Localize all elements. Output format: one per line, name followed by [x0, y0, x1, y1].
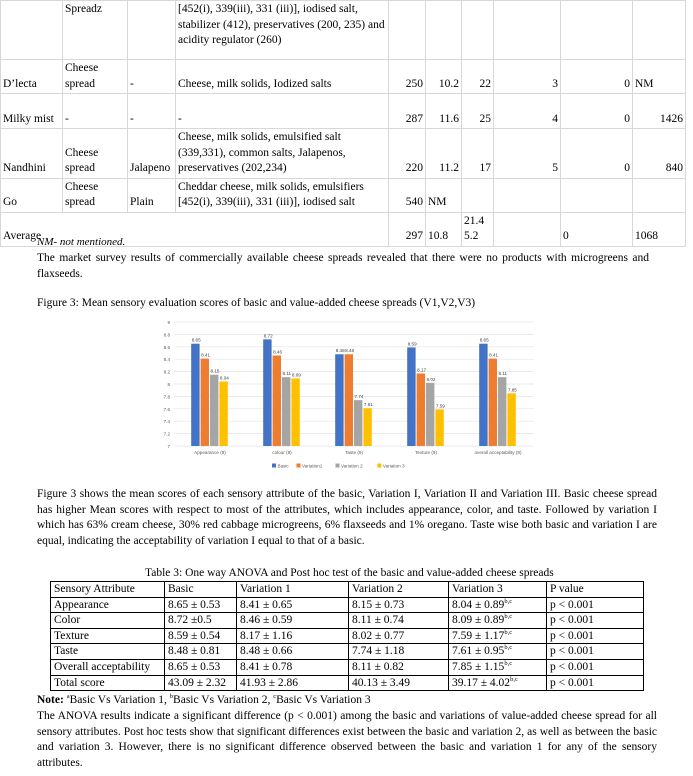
sugar-cell: 0 — [561, 94, 633, 129]
carb-cell: 5 — [494, 129, 561, 179]
data-label: 8.46 — [273, 349, 283, 355]
v3-cell — [449, 597, 547, 613]
data-label: 8.48 — [345, 348, 355, 354]
kcal-cell: 540 — [389, 178, 426, 212]
v3-value: 7.61 ± 0.95 — [452, 645, 505, 658]
avg-fat: 10.8 — [426, 212, 462, 246]
p-cell: p < 0.001 — [547, 628, 644, 644]
attr-cell: Texture — [51, 628, 165, 644]
bar — [210, 375, 218, 446]
data-label: 8.41 — [201, 352, 211, 358]
x-tick-label: overall acceptability (9) — [474, 450, 522, 455]
p-cell: p < 0.001 — [547, 644, 644, 660]
carb-cell — [494, 178, 561, 212]
note-b-sup: b — [169, 693, 174, 701]
p-cell: p < 0.001 — [547, 675, 644, 691]
ingredients-cell: [452(i), 339(iii), 331 (iii)], iodised salt, stabilizer (412), preservatives (200, 235) and acidity regulator (260) — [176, 1, 389, 60]
protein-cell — [462, 178, 494, 212]
table-row — [1, 178, 686, 212]
table-row — [51, 644, 644, 660]
v3-value: 39.17 ± 4.02 — [452, 676, 511, 689]
bar-chart — [154, 318, 538, 476]
bar — [407, 347, 415, 446]
legend-swatch — [336, 464, 340, 468]
flavour-cell: - — [128, 60, 176, 94]
flavour-cell — [128, 1, 176, 60]
anova-table — [50, 581, 644, 691]
table-row — [51, 675, 644, 691]
ingredients-cell: - — [176, 94, 389, 129]
brand-cell — [1, 1, 63, 60]
table-row — [1, 60, 686, 94]
avg-empty — [494, 212, 561, 246]
market-survey-paragraph: The market survey results of commercially available cheese spreads revealed that there were no products with microgreens and flaxseeds. — [37, 252, 649, 280]
bar — [263, 339, 271, 446]
sugar-cell — [561, 1, 633, 60]
legend-label: Variation1 — [302, 463, 323, 469]
table-row — [1, 1, 686, 60]
v3-sup: b,c — [504, 597, 513, 605]
sugar-cell: 0 — [561, 129, 633, 179]
legend-swatch — [377, 464, 381, 468]
v1-cell: 8.46 ± 0.59 — [237, 613, 349, 629]
data-label: 7.74 — [354, 394, 364, 400]
bar — [345, 354, 353, 446]
basic-cell: 8.59 ± 0.54 — [165, 628, 237, 644]
market-survey-table — [0, 0, 686, 247]
carb-cell: 4 — [494, 94, 561, 129]
avg-sodium: 1068 — [633, 212, 686, 246]
p-cell: p < 0.001 — [547, 597, 644, 613]
brand-cell: Milky mist — [1, 94, 63, 129]
v3-sup: b,c — [504, 628, 513, 636]
header-pvalue: P value — [547, 582, 644, 598]
v3-value: 8.04 ± 0.89 — [452, 598, 505, 611]
note-c-text: Basic Vs Variation 3 — [276, 694, 371, 706]
note-b-text: Basic Vs Variation 2, — [173, 694, 271, 706]
carb-cell — [494, 1, 561, 60]
ingredients-cell: Cheese, milk solids, Iodized salts — [176, 60, 389, 94]
data-label: 8.72 — [263, 333, 273, 339]
y-tick-label: 7.8 — [163, 394, 170, 400]
data-label: 8.65 — [479, 337, 489, 343]
basic-cell: 8.65 ± 0.53 — [165, 659, 237, 675]
y-tick-label: 7.2 — [163, 431, 170, 437]
protein-cell: 17 — [462, 129, 494, 179]
brand-cell: Go — [1, 178, 63, 212]
bar — [219, 382, 227, 446]
legend-label: Variation 3 — [382, 463, 405, 469]
fat-cell — [426, 1, 462, 60]
attr-cell: Appearance — [51, 597, 165, 613]
data-label: 8.65 — [191, 337, 201, 343]
v3-cell — [449, 644, 547, 660]
ingredients-cell: Cheddar cheese, milk solids, emulsifiers [452(i), 339(iii), 331 (iii)], iodised salt — [176, 178, 389, 212]
bar — [191, 344, 199, 446]
y-tick-label: 7 — [167, 444, 170, 449]
y-tick-label: 8.8 — [163, 332, 170, 338]
sodium-cell: NM — [633, 60, 686, 94]
brand-cell: D’lecta — [1, 60, 63, 94]
bar — [273, 355, 281, 446]
attr-cell: Taste — [51, 644, 165, 660]
x-tick-label: Appearance (9) — [194, 450, 226, 455]
sodium-cell — [633, 178, 686, 212]
bar — [426, 383, 434, 446]
legend-swatch — [297, 464, 301, 468]
data-label: 7.85 — [507, 387, 517, 393]
v3-value: 7.59 ± 1.17 — [452, 629, 505, 642]
flavour-cell: - — [128, 94, 176, 129]
legend-label: Basic — [277, 463, 289, 469]
attr-cell: Overall acceptability — [51, 659, 165, 675]
data-label: 8.02 — [426, 376, 436, 382]
data-label: 8.41 — [489, 352, 499, 358]
figure3-paragraph: Figure 3 shows the mean scores of each sensory attribute of the basic, Variation I, Variation II and Variation III. Basic cheese spread has higher Mean scores with respect to most of the attributes, which includes appearance, color, and taste. Followed by variation I which has 63% cream cheese, 30% red cabbage microgreens, 6% flaxseeds and 1% oregano. Taste wise both basic and variation I are equal, indicating the acceptability of variation I equal to that of a basic. — [37, 488, 657, 547]
basic-cell: 43.09 ± 2.32 — [165, 675, 237, 691]
anova-paragraph: The ANOVA results indicate a significant difference (p < 0.001) among the basic and variations of value-added cheese spread for all sensory attributes. Post hoc tests show that significant differences exist between the basic and variation 2, as well as between the basic and variation 3. However, there is no significant difference observed between the basic and variation 1 for any of the sensory attributes. — [37, 710, 657, 769]
table-header-row — [51, 582, 644, 598]
x-tick-label: Texture (9) — [415, 450, 437, 455]
v3-cell — [449, 628, 547, 644]
nm-note: NM- not mentioned. — [37, 236, 126, 248]
fat-cell: NM — [426, 178, 462, 212]
v1-cell: 41.93 ± 2.86 — [237, 675, 349, 691]
kcal-cell: 287 — [389, 94, 426, 129]
v3-cell — [449, 675, 547, 691]
v3-cell — [449, 659, 547, 675]
v2-cell: 8.11 ± 0.74 — [349, 613, 449, 629]
kcal-cell: 250 — [389, 60, 426, 94]
x-tick-label: colour (9) — [272, 450, 292, 455]
v3-sup: b,c — [504, 613, 513, 621]
bar — [282, 377, 290, 446]
bar — [479, 344, 487, 446]
average-label: Average — [1, 212, 389, 246]
avg-sugar: 0 — [561, 212, 633, 246]
bar — [507, 393, 515, 446]
table-row — [51, 597, 644, 613]
v2-cell: 7.74 ± 1.18 — [349, 644, 449, 660]
table-row — [51, 659, 644, 675]
header-variation2: Variation 2 — [349, 582, 449, 598]
type-cell: Cheese spread — [63, 129, 128, 179]
v3-value: 7.85 ± 1.15 — [452, 660, 505, 673]
brand-cell: Nandhini — [1, 129, 63, 179]
data-label: 8.09 — [291, 372, 301, 378]
v2-cell: 8.15 ± 0.73 — [349, 597, 449, 613]
figure-caption: Figure 3: Mean sensory evaluation scores of basic and value-added cheese spreads (V1,V2,V3) — [37, 297, 476, 309]
data-label: 8.59 — [407, 341, 417, 347]
y-tick-label: 8 — [167, 382, 170, 387]
y-tick-label: 9 — [167, 320, 170, 325]
legend-swatch — [272, 464, 276, 468]
table-row — [1, 94, 686, 129]
bar — [498, 377, 506, 446]
v2-cell: 8.11 ± 0.82 — [349, 659, 449, 675]
header-attribute: Sensory Attribute — [51, 582, 165, 598]
protein-cell: 25 — [462, 94, 494, 129]
sugar-cell — [561, 178, 633, 212]
v3-cell — [449, 613, 547, 629]
v1-cell: 8.17 ± 1.16 — [237, 628, 349, 644]
avg-carb: 5.2 — [464, 230, 479, 242]
data-label: 7.59 — [435, 403, 445, 409]
sodium-cell: 1426 — [633, 94, 686, 129]
legend-label: Variation 2 — [341, 463, 363, 469]
data-label: 8.48 — [335, 348, 345, 354]
type-cell: Spreadz — [63, 1, 128, 60]
protein-cell: 22 — [462, 60, 494, 94]
bar — [354, 400, 362, 446]
kcal-cell: 220 — [389, 129, 426, 179]
basic-cell: 8.65 ± 0.53 — [165, 597, 237, 613]
v1-cell: 8.41 ± 0.78 — [237, 659, 349, 675]
avg-protein-carb — [462, 212, 494, 246]
v2-cell: 40.13 ± 3.49 — [349, 675, 449, 691]
v1-cell: 8.41 ± 0.65 — [237, 597, 349, 613]
protein-cell — [462, 1, 494, 60]
bar — [417, 373, 425, 446]
bar — [291, 378, 299, 446]
y-tick-label: 7.6 — [163, 406, 170, 412]
bar — [435, 409, 443, 446]
sodium-cell: 840 — [633, 129, 686, 179]
header-variation1: Variation 1 — [237, 582, 349, 598]
flavour-cell: Plain — [128, 178, 176, 212]
y-tick-label: 8.6 — [163, 344, 170, 350]
y-tick-label: 7.4 — [163, 419, 170, 425]
avg-protein: 21.4 — [464, 214, 485, 227]
y-tick-label: 8.4 — [163, 357, 170, 363]
table3-title: Table 3: One way ANOVA and Post hoc test of the basic and value-added cheese spreads — [145, 567, 554, 579]
note-c-sup: c — [273, 693, 277, 701]
carb-cell: 3 — [494, 60, 561, 94]
ingredients-cell: Cheese, milk solids, emulsified salt (339,331), common salts, Jalapenos, preservatives (202,234) — [176, 129, 389, 179]
header-basic: Basic — [165, 582, 237, 598]
sodium-cell — [633, 1, 686, 60]
fat-cell: 11.6 — [426, 94, 462, 129]
table-note — [37, 693, 657, 708]
type-cell: - — [63, 94, 128, 129]
attr-cell: Total score — [51, 675, 165, 691]
table-row — [51, 628, 644, 644]
type-cell: Cheese spread — [63, 178, 128, 212]
v3-sup: b,c — [510, 675, 518, 683]
data-label: 8.17 — [417, 367, 427, 373]
basic-cell: 8.48 ± 0.81 — [165, 644, 237, 660]
note-a-sup: a — [66, 693, 70, 701]
fat-cell: 10.2 — [426, 60, 462, 94]
bar — [363, 408, 371, 446]
data-label: 8.04 — [219, 375, 229, 381]
p-cell: p < 0.001 — [547, 613, 644, 629]
table-row — [1, 129, 686, 179]
fat-cell: 11.2 — [426, 129, 462, 179]
bar — [489, 359, 497, 446]
data-label: 8.15 — [210, 368, 220, 374]
type-cell: Cheese spread — [63, 60, 128, 94]
header-variation3: Variation 3 — [449, 582, 547, 598]
sensory-chart — [154, 318, 538, 476]
bar — [201, 359, 209, 446]
note-label: Note: — [37, 694, 64, 706]
v1-cell: 8.48 ± 0.66 — [237, 644, 349, 660]
p-cell: p < 0.001 — [547, 659, 644, 675]
data-label: 8.11 — [282, 371, 292, 377]
sugar-cell: 0 — [561, 60, 633, 94]
flavour-cell: Jalapeno — [128, 129, 176, 179]
data-label: 8.11 — [498, 371, 508, 377]
v3-sup: b,c — [504, 660, 513, 668]
note-a-text: Basic Vs Variation 1, — [69, 694, 167, 706]
v3-sup: b,c — [504, 644, 513, 652]
kcal-cell — [389, 1, 426, 60]
y-tick-label: 8.2 — [163, 369, 170, 375]
table-row — [51, 613, 644, 629]
v2-cell: 8.02 ± 0.77 — [349, 628, 449, 644]
v3-value: 8.09 ± 0.89 — [452, 614, 505, 627]
x-tick-label: Taste (9) — [345, 450, 363, 455]
basic-cell: 8.72 ±0.5 — [165, 613, 237, 629]
bar — [335, 354, 343, 446]
avg-kcal: 297 — [389, 212, 426, 246]
data-label: 7.61 — [363, 402, 373, 408]
attr-cell: Color — [51, 613, 165, 629]
